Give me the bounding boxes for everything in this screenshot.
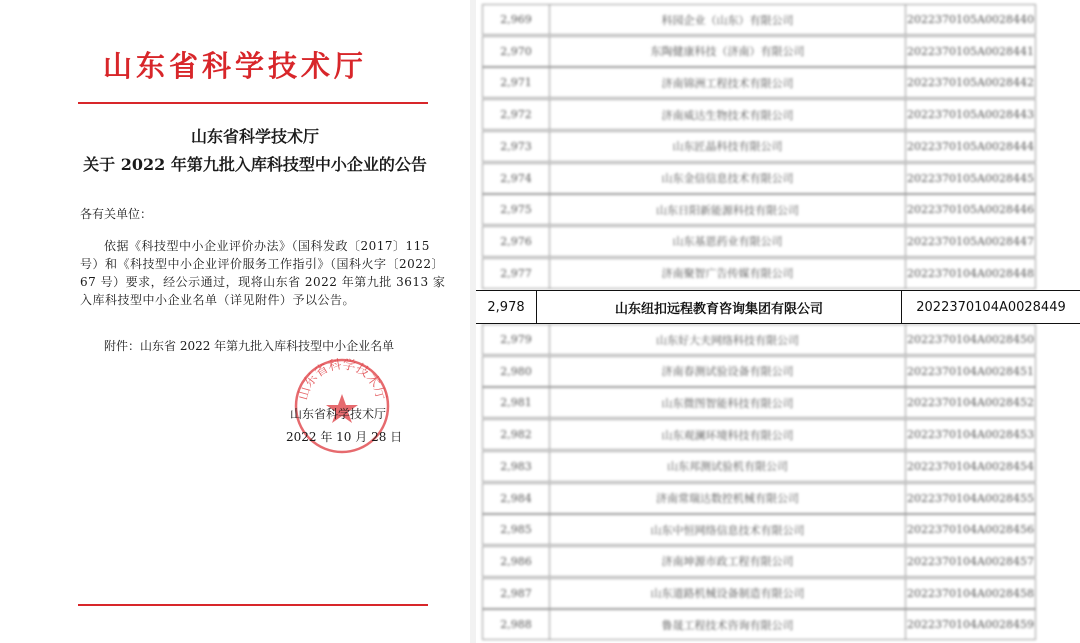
registration-code: 2022370105A0028443 <box>907 108 1034 122</box>
body-line-2: 号）和《科技型中小企业评价服务工作指引》（国科火字〔2022〕 <box>80 257 445 271</box>
header-title: 山东省科学技术厅 <box>102 49 367 83</box>
registration-code: 2022370105A0028445 <box>907 171 1034 185</box>
registration-code: 2022370105A0028446 <box>907 203 1034 217</box>
table-row <box>482 483 1036 514</box>
registration-code: 2022370104A0028452 <box>907 396 1034 410</box>
notice-title: 关于 2022 年第九批入库科技型中小企业的公告 <box>83 155 427 174</box>
row-number: 2,973 <box>483 132 550 161</box>
table-row <box>482 99 1036 130</box>
table-row <box>482 387 1036 418</box>
row-number: 2,971 <box>483 68 550 97</box>
registration-code: 2022370104A0028451 <box>907 364 1034 378</box>
row-number: 2,974 <box>483 164 550 193</box>
registration-code: 2022370104A0028455 <box>907 491 1034 505</box>
company-name: 济南常瑞达数控机械有限公司 <box>550 484 906 513</box>
row-number: 2,984 <box>483 484 550 513</box>
registration-code: 2022370104A0028449 <box>916 299 1066 315</box>
row-number: 2,986 <box>483 547 550 576</box>
registration-code: 2022370105A0028442 <box>907 76 1034 90</box>
company-name: 鲁晟工程技术咨询有限公司 <box>550 610 906 639</box>
row-number: 2,981 <box>483 388 550 417</box>
company-name: 山东纽扣远程教育咨询集团有限公司 <box>537 291 902 323</box>
company-name: 山东匠晶科技有限公司 <box>550 132 906 161</box>
table-row <box>482 163 1036 194</box>
row-number: 2,972 <box>483 100 550 129</box>
registration-code: 2022370105A0028444 <box>907 139 1034 153</box>
row-number: 2,969 <box>483 5 550 34</box>
company-name: 山东基恩药业有限公司 <box>550 227 906 256</box>
registration-code: 2022370104A0028457 <box>907 554 1034 568</box>
company-name: 东陶健康科技（济南）有限公司 <box>550 37 906 66</box>
announcement-page <box>0 0 470 643</box>
row-number: 2,982 <box>483 420 550 449</box>
table-row <box>482 419 1036 450</box>
company-name: 山东道路机械设备制造有限公司 <box>550 579 906 608</box>
registration-code: 2022370104A0028459 <box>907 618 1034 632</box>
body-line-1: 依据《科技型中小企业评价办法》（国科发政〔2017〕115 <box>104 239 430 253</box>
company-name: 济南坤源市政工程有限公司 <box>550 547 906 576</box>
row-number: 2,985 <box>483 515 550 544</box>
row-number: 2,970 <box>483 37 550 66</box>
notice-org: 山东省科学技术厅 <box>190 127 319 146</box>
signature-date: 2022 年 10 月 28 日 <box>286 430 403 444</box>
registration-code: 2022370105A0028440 <box>907 13 1034 26</box>
table-row <box>482 258 1036 289</box>
company-name: 山东中恒网络信息技术有限公司 <box>550 515 906 544</box>
company-name: 济南春测试验设备有限公司 <box>550 357 906 386</box>
company-name: 山东邦测试验机有限公司 <box>550 452 906 481</box>
company-name: 山东观澜环境科技有限公司 <box>550 420 906 449</box>
company-name: 科园企业（山东）有限公司 <box>550 5 906 34</box>
company-name: 济南锦洲工程技术有限公司 <box>550 68 906 97</box>
row-number: 2,976 <box>483 227 550 256</box>
company-name: 山东微图智能科技有限公司 <box>550 388 906 417</box>
highlighted-table-row <box>476 290 1080 324</box>
registration-code: 2022370104A0028453 <box>907 428 1034 442</box>
registration-code: 2022370104A0028448 <box>907 266 1034 280</box>
table-row <box>482 4 1036 35</box>
company-list-page <box>476 0 1080 643</box>
table-row <box>482 36 1036 67</box>
attachment-note: 附件：山东省 2022 年第九批入库科技型中小企业名单 <box>104 339 395 353</box>
row-number: 2,983 <box>483 452 550 481</box>
body-line-3: 67 号）要求，经公示通过，现将山东省 2022 年第九批 3613 家 <box>80 275 446 289</box>
company-name: 济南威达生物技术有限公司 <box>550 100 906 129</box>
table-row <box>482 131 1036 162</box>
addressee: 各有关单位： <box>80 207 153 221</box>
registration-code: 2022370104A0028456 <box>907 523 1034 537</box>
table-row <box>482 546 1036 577</box>
registration-code: 2022370104A0028450 <box>907 333 1034 346</box>
row-number: 2,977 <box>483 259 550 288</box>
registration-code: 2022370104A0028458 <box>907 586 1034 600</box>
seal-text: 山东省科学技术厅 <box>295 357 389 402</box>
table-row <box>482 451 1036 482</box>
row-number: 2,979 <box>483 325 550 354</box>
table-row <box>482 578 1036 609</box>
company-name: 济南聚智广告传媒有限公司 <box>550 259 906 288</box>
table-row <box>482 324 1036 355</box>
row-number: 2,980 <box>483 357 550 386</box>
registration-code: 2022370105A0028441 <box>907 44 1034 58</box>
table-row <box>482 226 1036 257</box>
row-number: 2,978 <box>476 291 537 323</box>
company-name: 山东日阳新能源科技有限公司 <box>550 195 906 224</box>
registration-code: 2022370105A0028447 <box>907 234 1034 248</box>
table-row <box>482 356 1036 387</box>
registration-code: 2022370104A0028454 <box>907 459 1034 473</box>
row-number: 2,975 <box>483 195 550 224</box>
table-row <box>482 67 1036 98</box>
company-name: 山东金信信息技术有限公司 <box>550 164 906 193</box>
row-number: 2,987 <box>483 579 550 608</box>
row-number: 2,988 <box>483 610 550 639</box>
table-row <box>482 609 1036 640</box>
red-divider-bottom <box>78 604 428 606</box>
company-name: 山东好大夫网络科技有限公司 <box>550 325 906 354</box>
table-row <box>482 194 1036 225</box>
red-divider-top <box>78 102 428 104</box>
signature-org: 山东省科学技术厅 <box>290 407 387 421</box>
table-row <box>482 514 1036 545</box>
body-line-4: 入库科技型中小企业名单（详见附件）予以公告。 <box>80 293 356 307</box>
